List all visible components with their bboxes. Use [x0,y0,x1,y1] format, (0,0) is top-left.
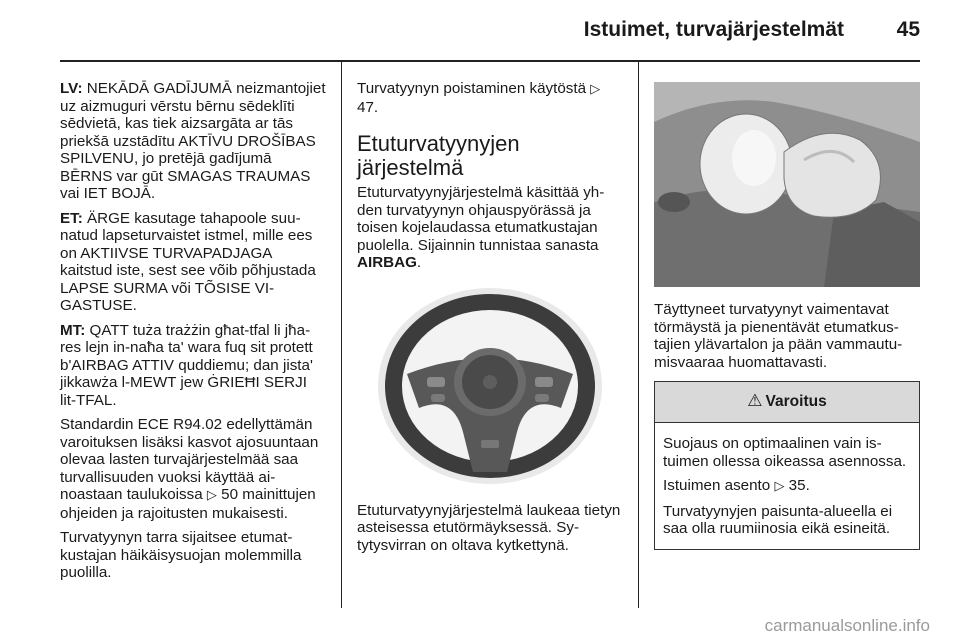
deployed-airbags-illustration [654,82,920,287]
warning-text-3: Turvatyynyjen paisunta-alueella ei saa olla ruumiinosia eikä esineitä. [663,502,893,537]
header-rule [60,60,920,62]
paragraph-deactivation: Turvatyynyn poistaminen käytöstä ▷ 47. [357,80,601,116]
page-reference-triangle-icon: ▷ [590,82,601,97]
warning-text-1: Suojaus on optimaalinen vain istuimen ollessa oikeassa asennossa. [663,435,907,470]
paragraph-lv: LV: NEKĀDĀ GADĪJUMĀ neizmantojiet uz aizmuguri vērstu bērnu sēdeklīti sēdvietā, kas tiek aizsargāta ar tās priekšā uzstādītu AKTĪVU DROŠĪBAS SPILVENU, jo pretējā gadījumā BĒRNS var gūt SMAGAS TRAUMAS vai IET BOJĀ. [60,80,326,202]
warning-body [655,423,919,549]
warning-box [654,381,920,550]
page-reference-triangle-icon: ▷ [206,488,217,503]
warning-title: Varoitus [765,393,827,411]
paragraph-et: ET: ÄRGE kasutage tahapoole suunatud lapseturvaistet istmel, mille ees on AKTIIVSE TURVAPADJAGA kaitstud iste, sest see võib põhjustada LAPSE SURMA või TÕSISE VIGASTUSE. [60,209,316,314]
watermark: carmanualsonline.info [764,616,930,635]
column-2 [357,80,623,561]
page-ref-link[interactable]: 35. [788,477,810,494]
column-1 [60,80,326,589]
warning-header [655,382,919,423]
page-ref-link[interactable]: 50 [221,486,239,503]
page-ref-link[interactable]: 47. [357,98,379,116]
warning-text-2: Istuimen asento ▷ 35. [663,477,810,494]
steering-wheel-illustration [357,282,623,490]
paragraph-label-location: Turvatyynyn tarra sijaitsee etumatkustajan häikäisysuojan molemmilla puolilla. [60,529,302,581]
column-3 [654,80,920,550]
steering-wheel-icon [357,282,623,490]
column-divider [341,62,342,608]
section-heading: Etuturvatyynyjen järjestelmä [357,131,520,180]
page-header [0,0,960,62]
page-number: 45 [896,18,920,41]
deployed-airbag-icon [654,82,920,287]
paragraph-system: Etuturvatyynyjärjestelmä käsittää yhden turvatyynyn ohjauspyörässä ja toisen kojelaudassa etumatkustajan puolella. Sijainnin tunnistaa sanasta AIRBAG. [357,184,605,271]
column-divider [638,62,639,608]
paragraph-mt: MT: QATT tuża trażżin għat-tfal li jħares lejn in-naħa ta' wara fuq sit protett b'AIRBAG ATTIV quddiemu; dan jista' jikkawża l-MEWT jew ĠRIEĦI SERJI lit-TFAL. [60,321,313,409]
paragraph-standard: Standardin ECE R94.02 edellyttämän varoituksen lisäksi kasvot ajosuuntaan olevaa lasten turvajärjestelmää saa turvallisuuden vuoksi käyttää ainoastaan taulukoissa ▷ 50 mainittujen ohjeiden ja rajoitusten mukaisesti. [60,416,319,522]
warning-triangle-icon: ⚠ [747,391,763,412]
paragraph-deployment: Etuturvatyynyjärjestelmä laukeaa tietyn asteisessa etutörmäyksessä. Sytytysvirran on oltava kytkettynä. [357,501,621,554]
page-title: Istuimet, turvajärjestelmät [583,18,844,41]
page-reference-triangle-icon: ▷ [774,479,785,494]
paragraph-benefit: Täyttyneet turvatyynyt vaimentavat törmäystä ja pienentävät etumatkustajien ylävartalon ja pään vammautumisvaaraa huomattavasti. [654,301,903,371]
